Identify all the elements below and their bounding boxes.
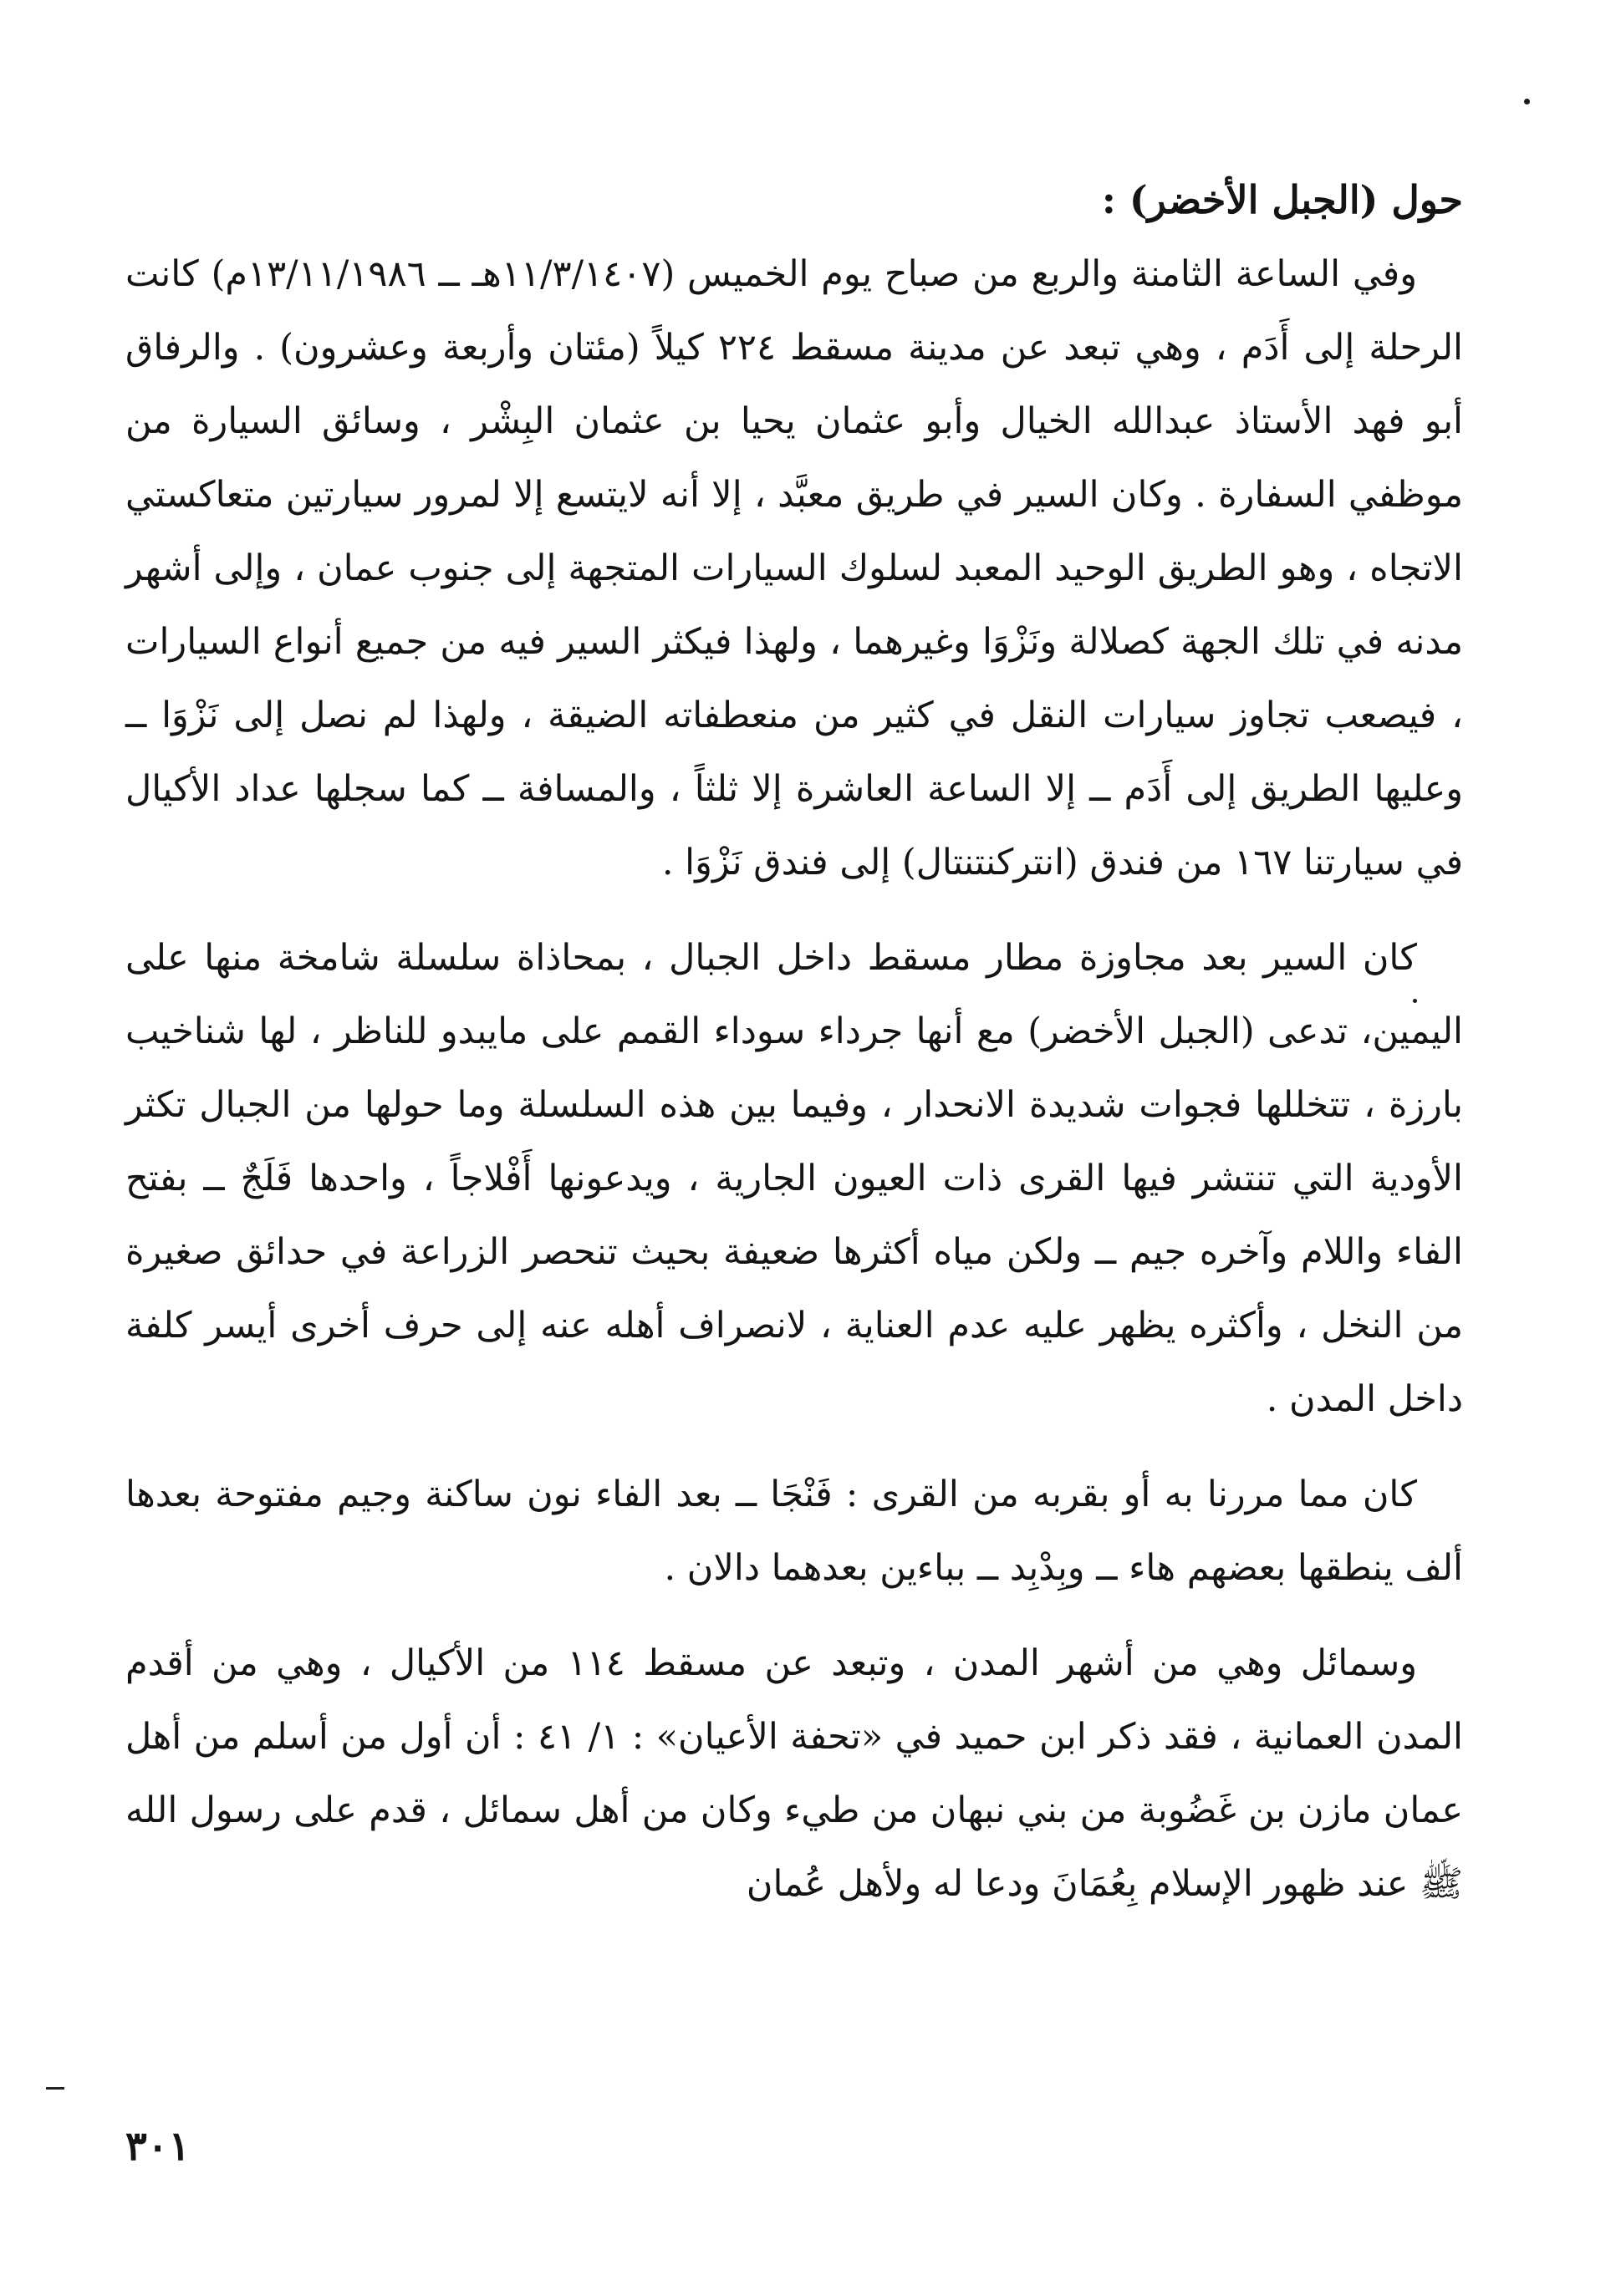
paragraph: كان السير بعد مجاوزة مطار مسقط داخل الجبال ، بمحاذاة سلسلة شامخة منها على اليمين، تدعى (الجبل الأخضر) مع أنها جرداء سوداء القمم على مايبدو للناظر ، لها شناخيب بارزة ، تتخللها فجوات شديدة الانحدار ، وفيما بين هذه السلسلة وما حولها من الجبال تكثر الأودية التي تنتشر فيها القرى ذات العيون الجارية ، ويدعونها أَفْلاجاً ، واحدها فَلَجٌ ــ بفتح الفاء واللام وآخره جيم ــ ولكن مياه أكثرها ضعيفة بحيث تنحصر الزراعة في حدائق صغيرة من النخل ، وأكثره يظهر عليه عدم العناية ، لانصراف أهله عنه إلى حرف أخرى أيسر كلفة داخل المدن . [125, 937, 1463, 1420]
paragraph: وفي الساعة الثامنة والربع من صباح يوم الخميس (١١/٣/١٤٠٧هـ ــ ١٣/١١/١٩٨٦م) كانت الرحلة إلى أَدَم ، وهي تبعد عن مدينة مسقط ٢٢٤ كيلاً (مئتان وأربعة وعشرون) . والرفاق أبو فهد الأستاذ عبدالله الخيال وأبو عثمان يحيا بن عثمان البِشْر ، وسائق السيارة من موظفي السفارة . وكان السير في طريق معبَّد ، إلا أنه لايتسع إلا لمرور سيارتين متعاكستي الاتجاه ، وهو الطريق الوحيد المعبد لسلوك السيارات المتجهة إلى جنوب عمان ، وإلى أشهر مدنه في تلك الجهة كصلالة ونَزْوَا وغيرهما ، ولهذا فيكثر السير فيه من جميع أنواع السيارات ، فيصعب تجاوز سيارات النقل في كثير من منعطفاته الضيقة ، ولهذا لم نصل إلى نَزْوَا ــ وعليها الطريق إلى أَدَم ــ إلا الساعة العاشرة إلا ثلثاً ، والمسافة ــ كما سجلها عداد الأكيال في سيارتنا ١٦٧ من فندق (انتركنتنتال) إلى فندق نَزْوَا . [125, 253, 1464, 883]
paragraph: كان مما مررنا به أو بقربه من القرى : فَنْجَا ــ بعد الفاء نون ساكنة وجيم مفتوحة بعدها ألف ينطقها بعضهم هاء ــ وبِدْبِد ــ بباءين بعدهما دالان . [125, 1474, 1463, 1589]
section-heading: حول (الجبل الأخضر) : [1101, 177, 1463, 222]
page-number: ٣٠١ [125, 2123, 191, 2170]
text-block [125, 167, 1463, 1942]
scan-speck [1524, 99, 1530, 104]
paragraph: وسمائل وهي من أشهر المدن ، وتبعد عن مسقط ١١٤ من الأكيال ، وهي من أقدم المدن العمانية ، فقد ذكر ابن حميد في «تحفة الأعيان» : ١/ ٤١ : أن أول من أسلم من أهل عمان مازن بن غَضُوبة من بني نبهان من طيء وكان من أهل سمائل ، قدم على رسول الله ﷺ عند ظهور الإسلام بِعُمَانَ ودعا له ولأهل عُمان [125, 1642, 1463, 1905]
margin-mark [46, 2087, 64, 2090]
